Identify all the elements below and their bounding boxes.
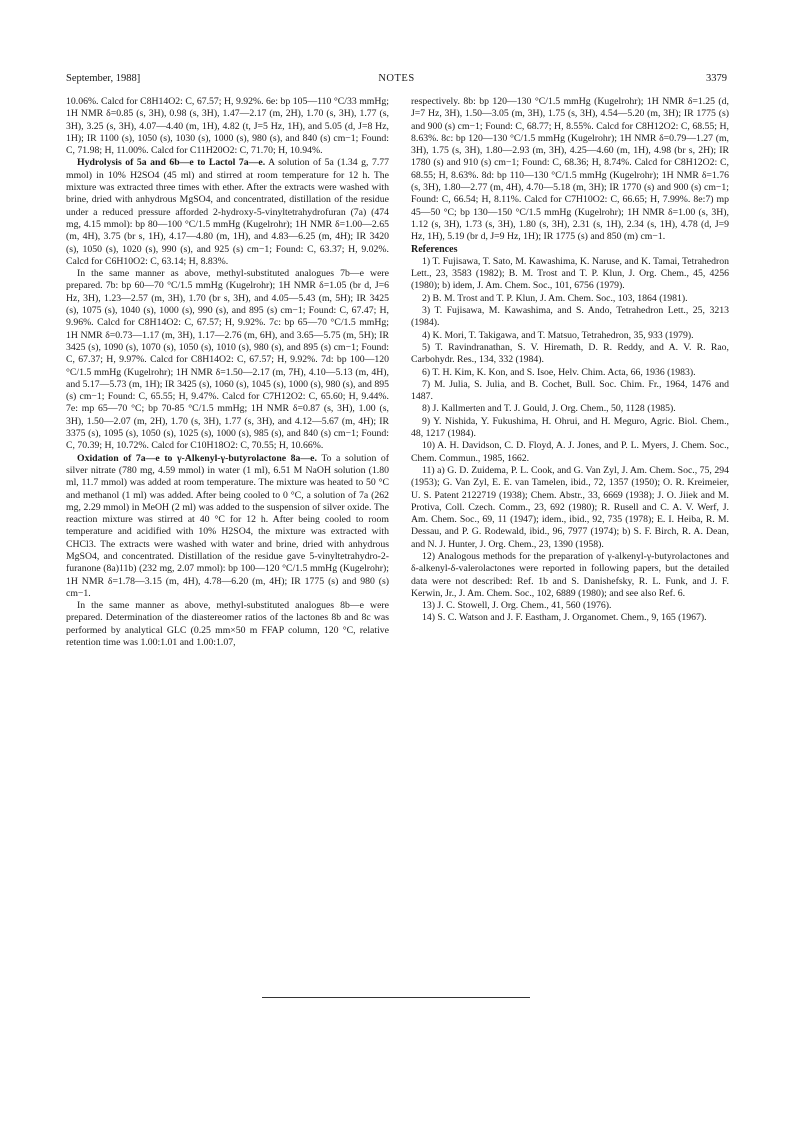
paragraph-oxidation (66, 453, 389, 601)
reference-item: 8) J. Kallmerten and T. J. Gould, J. Org. Chem., 50, 1128 (1985). (422, 403, 676, 415)
reference-item: 14) S. C. Watson and J. F. Eastham, J. Organomet. Chem., 9, 165 (1967). (422, 612, 707, 624)
header-date: September, 1988] (66, 73, 141, 84)
reference-item: 13) J. C. Stowell, J. Org. Chem., 41, 560 (1976). (422, 600, 612, 612)
reference-item: 2) B. M. Trost and T. P. Klun, J. Am. Chem. Soc., 103, 1864 (1981). (422, 292, 688, 304)
paragraph: In the same manner as above, methyl-substituted analogues 7b—e were prepared. 7b: bp 60—70 °C/1.5 mmHg (Kugelrohr); 1H NMR δ=1.05 (br d, J=6 Hz, 3H), 1.23—2.57 (m, 3H), 1.70 (br s, 3H), and 4.05—5.43 (m, 5H); IR 3425 (s), 1075 (s), 1040 (s), 1000 (s), 990 (s), and 895 (s) cm−1; Found: C, 67.47; H, 9.96%. Calcd for C8H14O2: C, 67.57; H, 9.92%. 7c: bp 65—70 °C/1.5 mmHg; 1H NMR δ=0.73—1.17 (m, 3H), 1.17—2.76 (m, 6H), and 3.65—5.75 (m, 5H); IR 3425 (s), 1090 (s), 1070 (s), 1050 (s), 1010 (s), 980 (s), and 895 (s) cm−1; Found: C, 67.37; H, 9.97%. Calcd for C8H14O2: C, 67.57; H, 9.92%. 7d: bp 100—120 °C/1.5 mmHg (Kugelrohr); 1H NMR δ=1.50—2.17 (m, 7H), 4.10—5.13 (m, 4H), and 5.17—5.73 (m, 1H); IR 3425 (s), 1060 (s), 1045 (s), 1000 (s), 980 (s), and 895 (s) cm−1; Found: C, 65.55; H, 9.47%. Calcd for C7H12O2: C, 65.60; H, 9.44%. 7e: mp 65—70 °C; bp 70-85 °C/1.5 mmHg; 1H NMR δ=0.87 (s, 3H), 1.00 (s, 3H), 1.50—2.07 (m, 2H), 1.70 (s, 3H), 1.77 (s, 3H), and 4.12—5.67 (m, 4H); IR 3375 (s), 1095 (s), 1050 (s), 1025 (s), 1000 (s), 985 (s), and 840 (s) cm−1; Found: C, 70.39; H, 10.72%. Calcd for C10H18O2: C, 70.55; H, 10.66%. (66, 268, 389, 452)
reference-item: 11) a) G. D. Zuidema, P. L. Cook, and G. Van Zyl, J. Am. Chem. Soc., 75, 294 (1953); G. Van Zyl, E. E. van Tamelen, ibid., 72, 1357 (1950); O. R. Kreimeier, U. S. Patent 2122719 (1938); Chem. Abstr., 33, 6669 (1938); J. O. Jiiek and M. Protiva, Coll. Czech. Comm., 23, 692 (1980); R. Rusell and C. A. V. Werf, J. Am. Chem. Soc., 69, 11 (1947); idem., ibid., 92, 735 (1978); E. I. Heiba, R. M. Dessau, and P. G. Rodewald, ibid., 96, 7977 (1974); b) S. F. Birch, R. A. Dean, and N. J. Hunter, J. Org. Chem., 23, 1390 (1958). (411, 464, 729, 550)
end-rule (262, 997, 530, 998)
paragraph-text: To a solution of silver nitrate (780 mg, 4.59 mmol) in water (1 ml), 6.51 M NaOH solution (1.80 ml, 11.7 mmol) was added at room temperature. The mixture was heated to 50 °C and methanol (1 ml) was added. After being cooled to 0 °C, a solution of 7a (262 mg, 2.29 mmol) in MeOH (2 ml) was added to the suspension of silver oxide. The reaction mixture was stirred at 40 °C for 12 h. After being cooled to room temperature and acidified with 10% H2SO4, the mixture was extracted with CHCl3. The extracts were washed with water and brine, dried with anhydrous MgSO4, and concentrated. Distillation of the residue gave 5-vinyltetrahydro-2-furanone (8a)11b) (232 mg, 2.07 mmol): bp 100—120 °C/1.5 mmHg (Kugelrohr); 1H NMR δ=1.78—3.15 (m, 4H), 4.78—6.20 (m, 4H); IR 1775 (s) and 980 (s) cm−1. (66, 452, 389, 599)
reference-item: 3) T. Fujisawa, M. Kawashima, and S. Ando, Tetrahedron Lett., 25, 3213 (1984). (411, 305, 729, 329)
references-heading: References (411, 243, 458, 255)
paragraph: In the same manner as above, methyl-substituted analogues 8b—e were prepared. Determination of the diastereomer ratios of the lactones 8b and 8c was performed by analytical GLC (0.25 mm×50 m FFAP column, 120 °C, relative retention time was 1.00:1.01 and 1.00:1.07, (66, 600, 389, 649)
reference-item: 10) A. H. Davidson, C. D. Floyd, A. J. Jones, and P. L. Myers, J. Chem. Soc., Chem. Commun., 1985, 1662. (411, 440, 729, 464)
reference-item: 4) K. Mori, T. Takigawa, and T. Matsuo, Tetrahedron, 35, 933 (1979). (422, 329, 694, 341)
section-heading: Oxidation of 7a—e to γ-Alkenyl-γ-butyrolactone 8a—e. (77, 452, 317, 464)
paragraph-hydrolysis (66, 157, 389, 268)
reference-item: 9) Y. Nishida, Y. Fukushima, H. Ohrui, and H. Meguro, Agric. Biol. Chem., 48, 1217 (1984). (411, 415, 729, 440)
reference-item: 6) T. H. Kim, K. Kon, and S. Isoe, Helv. Chim. Acta, 66, 1936 (1983). (422, 366, 696, 378)
paragraph: 10.06%. Calcd for C8H14O2: C, 67.57; H, 9.92%. 6e: bp 105—110 °C/33 mmHg; 1H NMR δ=0.85 (s, 3H), 0.98 (s, 3H), 1.47—2.17 (m, 2H), 1.70 (s, 3H), 1.77 (s, 3H), 3.25 (s, 3H), 4.07—4.40 (m, 1H), 4.82 (t, J=5 Hz, 1H), and 5.05 (d, J=8 Hz, 1H); IR 1100 (s), 1050 (s), 1030 (s), 1000 (s), 980 (s), and 840 (s) cm−1; Found: C, 71.98; H, 11.00%. Calcd for C11H20O2: C, 71.70; H, 10.94%. (66, 96, 389, 157)
paragraph: respectively. 8b: bp 120—130 °C/1.5 mmHg (Kugelrohr); 1H NMR δ=1.25 (d, J=7 Hz, 3H), 1.50—3.05 (m, 3H), 1.75 (s, 3H), 4.54—5.20 (m, 3H); IR 1775 (s) and 900 (s) cm−1; Found: C, 68.77; H, 8.55%. Calcd for C8H12O2: C, 68.55; H, 8.63%. 8c: bp 120—130 °C/1.5 mmHg (Kugelrohr); 1H NMR δ=0.79—1.27 (m, 3H), 1.75 (s, 3H), 1.80—2.93 (m, 3H), 4.25—4.60 (m, 1H), 4.98 (br s, 2H); IR 1780 (s) and 910 (s) cm−1; Found: C, 68.36; H, 8.74%. Calcd for C8H12O2: C, 68.55; H, 8.63%. 8d: bp 110—130 °C/1.5 mmHg (Kugelrohr); 1H NMR δ=1.76 (s, 3H), 1.80—2.77 (m, 4H), 4.70—5.18 (m, 3H); IR 1770 (s) and 900 (s) cm−1; Found: C, 66.54; H, 8.11%. Calcd for C7H10O2: C, 66.65; H, 7.99%. 8e:7) mp 45—50 °C; bp 130—150 °C/1.5 mmHg (Kugelrohr); 1H NMR δ=1.00 (s, 3H), 1.12 (s, 3H), 1.73 (s, 3H), 1.80 (s, 3H), 2.31 (s, 1H), 2.34 (s, 1H), 4.78 (d, J=9 Hz, 1H), 5.19 (br d, J=9 Hz, 1H); IR 1775 (s) and 850 (m) cm−1. (411, 96, 729, 243)
references-list (411, 256, 729, 625)
right-column (411, 96, 729, 625)
reference-item: 5) T. Ravindranathan, S. V. Hiremath, D. R. Reddy, and A. V. R. Rao, Carbohydr. Res., 134, 332 (1984). (411, 341, 729, 366)
header-section: NOTES (378, 73, 415, 84)
reference-item: 1) T. Fujisawa, T. Sato, M. Kawashima, K. Naruse, and K. Tamai, Tetrahedron Lett., 23, 3583 (1982); B. M. Trost and T. P. Klun, J. Org. Chem., 45, 4256 (1980); b) idem, J. Am. Chem. Soc., 101, 6756 (1979). (411, 255, 729, 292)
reference-item: 12) Analogous methods for the preparation of γ-alkenyl-γ-butyrolactones and δ-alkenyl-δ-valerolactones were reported in following papers, but the detailed data were not described: Ref. 1b and S. Danishefsky, R. L. Funk, and J. F. Kerwin, Jr., J. Am. Chem. Soc., 102, 6889 (1980); and see also Ref. 6. (411, 550, 729, 599)
left-column (66, 96, 389, 649)
paragraph-text: A solution of 5a (1.34 g, 7.77 mmol) in 10% H2SO4 (45 ml) and stirred at room temperature for 12 h. The mixture was extracted three times with ether. After the extracts were washed with brine, dried with anhydrous MgSO4, and concentrated, distillation of the residue under a reduced pressure afforded 2-hydroxy-5-vinyltetrahydrofuran (7a) (474 mg, 4.15 mmol): bp 80—100 °C/1.5 mmHg (Kugelrohr); 1H NMR δ=1.00—2.65 (m, 4H), 3.75 (br s, 1H), 4.17—4.80 (m, 1H), and 4.83—6.25 (m, 4H); IR 3420 (s), 1050 (s), 1020 (s), 990 (s), and 925 (s) cm−1; Found: C, 63.37; H, 9.02%. Calcd for C6H10O2: C, 63.14; H, 8.83%. (66, 157, 390, 267)
reference-item: 7) M. Julia, S. Julia, and B. Cochet, Bull. Soc. Chim. Fr., 1964, 1476 and 1487. (411, 378, 729, 403)
section-heading: Hydrolysis of 5a and 6b—e to Lactol 7a—e. (77, 157, 266, 169)
running-header (66, 73, 727, 87)
header-page-number: 3379 (706, 73, 727, 84)
